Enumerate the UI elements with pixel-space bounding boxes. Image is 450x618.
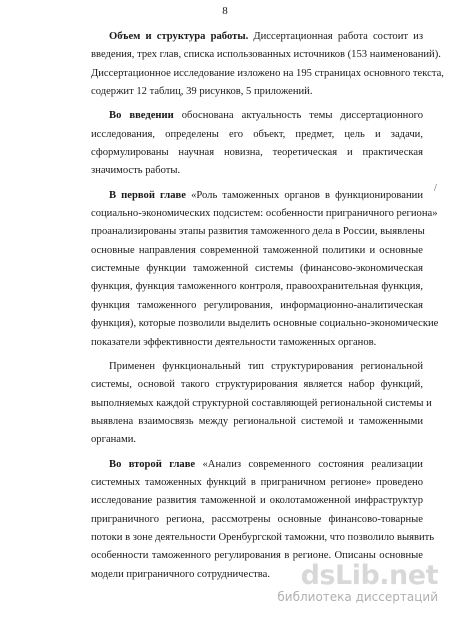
line-text: Диссертационная работа состоит из bbox=[248, 31, 423, 42]
text-line bbox=[91, 492, 423, 510]
text-line bbox=[91, 529, 435, 547]
line-text: функция), которые позволили выделить основные социально-экономические bbox=[91, 318, 439, 330]
text-line bbox=[91, 456, 423, 474]
text-line bbox=[91, 107, 423, 125]
line-text: сформулированы научная новизна, теоретическая и практическая bbox=[91, 147, 423, 159]
line-text: Применен функциональный тип структурирования региональной bbox=[109, 360, 423, 372]
text-line bbox=[91, 260, 423, 278]
document-body bbox=[91, 28, 444, 590]
text-line bbox=[91, 395, 432, 413]
line-text: функция, функция таможенного контроля, правоохранительная функция, bbox=[91, 281, 423, 293]
text-line bbox=[91, 511, 423, 529]
page-number: 8 bbox=[222, 5, 228, 17]
line-text: социально-экономических подсистем: особенности приграничного региона» bbox=[91, 208, 438, 220]
line-text: исследования, определены его объект, предмет, цель и задачи, bbox=[91, 128, 423, 140]
line-text: особенности таможенного регулирования в регионе. Описаны основные bbox=[91, 550, 423, 562]
line-text: проанализированы этапы развития таможенного дела в России, выявлены bbox=[91, 226, 425, 238]
bold-lead: В первой главе bbox=[109, 189, 186, 201]
paragraph bbox=[91, 107, 423, 180]
line-text: содержит 12 таблиц, 39 рисунков, 5 приложений. bbox=[91, 86, 313, 98]
text-line bbox=[91, 413, 423, 431]
line-text: «Роль таможенных органов в функционировании bbox=[185, 189, 423, 201]
text-line bbox=[91, 83, 423, 101]
line-text: приграничного региона, рассмотрены основные финансово-товарные bbox=[91, 513, 423, 525]
watermark-logo: dsLib.net bbox=[300, 560, 438, 591]
line-text: потоки в зоне деятельности Оренбургской таможни, что позволило выявить bbox=[91, 531, 435, 543]
line-text: выполняемых каждой структурной составляющей региональной системы и bbox=[91, 397, 432, 409]
text-line bbox=[91, 46, 441, 64]
text-line bbox=[91, 223, 423, 241]
text-line bbox=[91, 162, 423, 180]
text-line bbox=[91, 28, 423, 46]
text-line bbox=[91, 431, 423, 449]
line-text: системных таможенных функций в приграничном регионе» проведено bbox=[91, 476, 423, 488]
bold-lead: Во введении bbox=[109, 110, 174, 122]
line-text: введения, трех глав, списка использованных источников (153 наименований). bbox=[91, 49, 441, 61]
text-line bbox=[91, 205, 438, 223]
line-text: обоснована актуальность темы диссертационного bbox=[173, 110, 423, 122]
watermark bbox=[277, 560, 438, 608]
line-text: функция таможенного регулирования, информационно-аналитическая bbox=[91, 299, 423, 311]
text-line bbox=[91, 144, 423, 162]
watermark-subtitle: библиотека диссертаций bbox=[277, 590, 438, 604]
text-line bbox=[91, 334, 423, 352]
text-line bbox=[91, 297, 423, 315]
line-text: значимость работы. bbox=[91, 165, 181, 177]
line-text: Диссертационное исследование изложено на 195 страницах основного текста, bbox=[91, 67, 444, 79]
text-line bbox=[91, 315, 439, 333]
text-line bbox=[91, 65, 444, 83]
text-line bbox=[91, 187, 423, 205]
text-line bbox=[91, 126, 423, 144]
paragraph bbox=[91, 187, 439, 352]
text-line bbox=[91, 242, 423, 260]
text-line bbox=[91, 358, 423, 376]
text-line bbox=[91, 278, 423, 296]
paragraph bbox=[91, 358, 432, 450]
line-text: органами. bbox=[91, 434, 137, 446]
margin-mark: / bbox=[434, 183, 437, 194]
line-text: основные направления современной таможенной политики и основные bbox=[91, 244, 423, 256]
bold-lead: Объем и структура работы. bbox=[109, 31, 249, 42]
line-text: модели приграничного сотрудничества. bbox=[91, 568, 271, 580]
paragraph bbox=[91, 28, 444, 101]
bold-lead: Во второй главе bbox=[109, 458, 196, 470]
text-line bbox=[91, 376, 423, 394]
line-text: системы, основой такого структурирования является набор функций, bbox=[91, 379, 423, 391]
text-line bbox=[91, 474, 423, 492]
line-text: «Анализ современного состояния реализации bbox=[195, 458, 423, 470]
line-text: показатели эффективности деятельности таможенных органов. bbox=[91, 336, 377, 348]
line-text: системные функции таможенной системы (финансово-экономическая bbox=[91, 263, 423, 275]
line-text: исследование развития таможенной и околотаможенной инфраструктур bbox=[91, 495, 423, 507]
line-text: выявлена взаимосвязь между региональной системой и таможенными bbox=[91, 415, 423, 427]
